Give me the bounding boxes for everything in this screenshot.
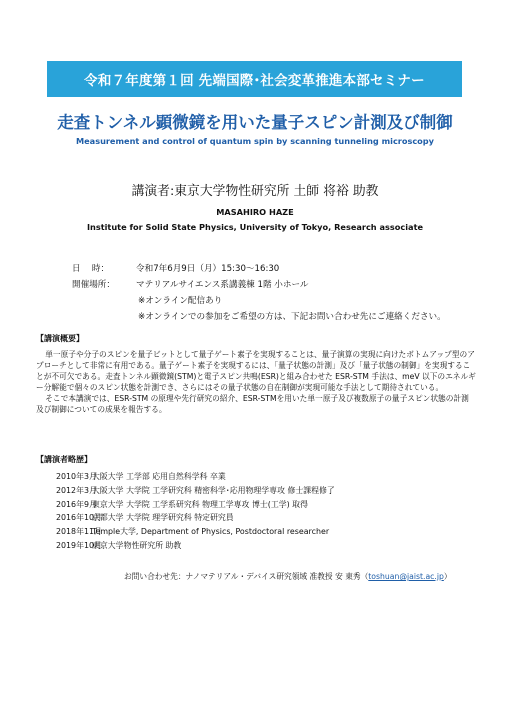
date-label: 日 時：	[72, 264, 110, 274]
profile-item	[56, 499, 335, 513]
profile-desc: 東京大学 大学院 工学系研究科 物理工学専攻 博士(工学) 取得	[92, 499, 308, 509]
venue-row	[72, 278, 446, 294]
abstract-heading: 【講演概要】	[36, 334, 84, 343]
profile-desc: Temple大学, Department of Physics, Postdoctoral researcher	[92, 527, 330, 537]
contact-email-link[interactable]: toshuan@jaist.ac.jp	[368, 572, 444, 581]
title-english: Measurement and control of quantum spin by scanning tunneling microscopy	[75, 136, 435, 146]
date-value: 令和7年6月9日（月）15:30～16:30	[136, 264, 280, 274]
speaker-affiliation-english: Institute for Solid State Physics, University of Tokyo, Research associate	[86, 222, 424, 232]
event-info	[72, 262, 446, 326]
profile-date: 2012年3月	[56, 485, 97, 495]
online-contact-note: ※オンラインでの参加をご希望の方は、下記お問い合わせ先にご連絡ください。	[138, 312, 446, 322]
profile-desc: 大阪大学 工学部 応用自然科学科 卒業	[92, 472, 226, 481]
profile-item	[56, 526, 335, 540]
venue-label: 開催場所：	[72, 280, 115, 290]
profile-item	[56, 485, 335, 499]
profile-date: 2010年3月	[56, 472, 97, 481]
contact-suffix: ）	[443, 572, 452, 581]
seminar-banner: 令和７年度第１回 先端国際･社会変革推進本部セミナー	[47, 61, 462, 97]
profile-heading: 【講演者略歴】	[36, 455, 92, 464]
contact-prefix: お問い合わせ先：ナノマテリアル・デバイス研究領域 准教授 安 東秀（	[124, 572, 369, 581]
abstract-paragraph: そこで本講演では、ESR-STM の原理や先行研究の紹介、ESR-STMを用いた単一原子及び複数原子の量子スピン状態の計測及び制御についての成果を報告する。	[36, 394, 469, 414]
profile-date: 2016年9月	[56, 499, 97, 509]
profile-date: 2018年11月	[56, 527, 102, 537]
profile-item	[56, 512, 335, 526]
date-row	[72, 262, 446, 278]
title-japanese: 走査トンネル顕微鏡を用いた量子スピン計測及び制御	[57, 113, 453, 132]
profile-date: 2016年10月	[56, 513, 102, 523]
profile-date: 2019年10月	[56, 540, 102, 550]
profile-desc: 東京大学物性研究所 助教	[92, 540, 182, 550]
online-note: ※オンライン配信あり	[138, 296, 223, 306]
profile-desc: 京都大学 大学院 理学研究科 特定研究員	[92, 513, 234, 523]
abstract-body	[36, 349, 476, 415]
speaker-name-english: MASAHIRO HAZE	[216, 207, 294, 217]
contact-line	[124, 571, 452, 582]
abstract-paragraph: 単一原子や分子のスピンを量子ビットとして量子ゲート素子を実現することは、量子演算の実現に向けたボトムアップ型のアプローチとして非常に有用である。量子ゲート素子を実現するには、「量子状態の計測」及び「量子状態の制御」を実現することが不可欠である。走査トンネル顕微鏡(STM)と電子スピン共鳴(ESR)と組み合わせた ESR-STM 手法は、meV 以下のエネルギー分解能で個々のスピン状態を計測でき、さらにはその量子状態の自在制御が実現可能な手法として期待されている。	[36, 350, 476, 392]
speaker-japanese: 講演者:東京大学物性研究所 土師 将裕 助教	[131, 184, 379, 199]
venue-value: マテリアルサイエンス系講義棟 1階 小ホール	[136, 280, 309, 290]
profile-list	[56, 471, 335, 554]
profile-item	[56, 471, 335, 485]
profile-desc: 大阪大学 大学院 工学研究科 精密科学･応用物理学専攻 修士課程修了	[92, 485, 335, 495]
profile-item	[56, 540, 335, 554]
